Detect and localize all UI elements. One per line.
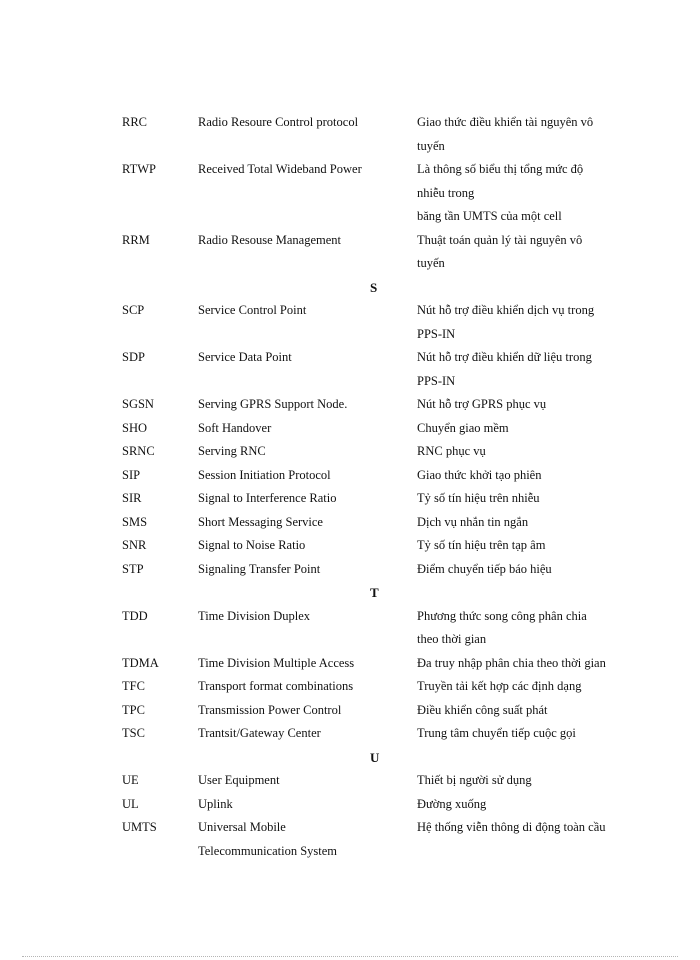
abbreviation: RTWP bbox=[122, 162, 156, 176]
meaning-line: Đa truy nhập phân chia theo thời gian bbox=[417, 655, 606, 670]
meaning-line: Nút hỗ trợ điều khiển dữ liệu trong bbox=[417, 350, 592, 364]
meaning-line: Truyền tải kết hợp các định dạng bbox=[417, 679, 582, 693]
term-line: User Equipment bbox=[198, 773, 280, 787]
meaning-line: Trung tâm chuyển tiếp cuộc gọi bbox=[417, 726, 576, 740]
meaning-line: Chuyển giao mềm bbox=[417, 420, 509, 435]
abbreviation: TDMA bbox=[122, 655, 159, 670]
term-line: Serving RNC bbox=[198, 444, 266, 458]
term-line: Service Data Point bbox=[198, 350, 292, 364]
term-line: Uplink bbox=[198, 796, 233, 811]
page-divider bbox=[22, 956, 678, 957]
meaning-line: Thiết bị người sử dụng bbox=[417, 773, 532, 787]
term-line: Radio Resoure Control protocol bbox=[198, 115, 359, 129]
meaning-line: Giao thức khởi tạo phiên bbox=[417, 467, 542, 482]
term-line: Session Initiation Protocol bbox=[198, 467, 331, 482]
meaning-line: Phương thức song công phân chia bbox=[417, 608, 587, 623]
term-line: Signal to Interference Ratio bbox=[198, 491, 337, 505]
abbreviation: SDP bbox=[122, 350, 145, 364]
term-line: Serving GPRS Support Node. bbox=[198, 397, 348, 411]
abbreviation: UMTS bbox=[122, 820, 157, 834]
meaning-line: Đường xuống bbox=[417, 796, 487, 811]
meaning-line: Là thông số biểu thị tổng mức độ bbox=[417, 162, 584, 176]
meaning-line: Nút hỗ trợ GPRS phục vụ bbox=[417, 397, 547, 411]
meaning-line: tuyến bbox=[417, 138, 445, 153]
meaning-line: Nút hỗ trợ điều khiển dịch vụ trong bbox=[417, 303, 595, 317]
term-line: Signaling Transfer Point bbox=[198, 561, 321, 576]
meaning-line: Giao thức điều khiển tài nguyên vô bbox=[417, 115, 594, 129]
section-letter: T bbox=[370, 585, 379, 600]
meaning-line: nhiễu trong bbox=[417, 185, 475, 200]
term-line: Service Control Point bbox=[198, 303, 307, 317]
abbreviation: RRM bbox=[122, 232, 150, 247]
meaning-line: Điều khiển công suất phát bbox=[417, 702, 548, 717]
abbreviation: SMS bbox=[122, 514, 148, 529]
abbreviation: TSC bbox=[122, 726, 145, 740]
abbreviation: UL bbox=[122, 796, 139, 811]
meaning-line: Tỷ số tín hiệu trên nhiễu bbox=[417, 491, 540, 505]
meaning-line: Hệ thống viễn thông di động toàn cầu bbox=[417, 820, 606, 834]
term-line: Time Division Duplex bbox=[198, 608, 311, 623]
abbreviation: SIP bbox=[122, 467, 141, 482]
abbreviation: TDD bbox=[122, 608, 148, 623]
meaning-line: Tỷ số tín hiệu trên tạp âm bbox=[417, 538, 546, 552]
term-line: Short Messaging Service bbox=[198, 514, 323, 529]
meaning-line: Thuật toán quản lý tài nguyên vô bbox=[417, 232, 583, 247]
section-letter: S bbox=[370, 279, 378, 295]
meaning-line: Dịch vụ nhắn tin ngắn bbox=[417, 514, 529, 529]
abbreviation: STP bbox=[122, 561, 144, 576]
meaning-line: PPS-IN bbox=[417, 326, 456, 341]
abbreviation: TPC bbox=[122, 702, 145, 717]
abbreviation: SHO bbox=[122, 420, 148, 435]
term-line: Telecommunication System bbox=[198, 843, 338, 858]
term-line: Received Total Wideband Power bbox=[198, 162, 362, 176]
abbreviation: SRNC bbox=[122, 444, 155, 458]
abbreviation: RRC bbox=[122, 115, 148, 129]
abbreviation: TFC bbox=[122, 679, 145, 693]
abbreviation: SGSN bbox=[122, 397, 154, 411]
abbreviation: SCP bbox=[122, 303, 145, 317]
meaning-line: theo thời gian bbox=[417, 632, 487, 646]
term-line: Signal to Noise Ratio bbox=[198, 538, 306, 552]
abbreviation: SIR bbox=[122, 491, 142, 505]
section-letter: U bbox=[370, 749, 380, 765]
term-line: Time Division Multiple Access bbox=[198, 655, 355, 670]
term-line: Transport format combinations bbox=[198, 679, 354, 693]
abbreviation: UE bbox=[122, 773, 139, 787]
meaning-line: Điểm chuyển tiếp báo hiệu bbox=[417, 561, 552, 576]
meaning-line: tuyến bbox=[417, 256, 445, 270]
meaning-line: RNC phục vụ bbox=[417, 444, 486, 458]
term-line: Radio Resouse Management bbox=[198, 232, 342, 247]
term-line: Trantsit/Gateway Center bbox=[198, 726, 321, 740]
term-line: Universal Mobile bbox=[198, 820, 286, 834]
term-line: Soft Handover bbox=[198, 420, 272, 435]
abbreviation: SNR bbox=[122, 538, 147, 552]
meaning-line: băng tần UMTS của một cell bbox=[417, 209, 562, 223]
term-line: Transmission Power Control bbox=[198, 702, 342, 717]
meaning-line: PPS-IN bbox=[417, 373, 456, 388]
